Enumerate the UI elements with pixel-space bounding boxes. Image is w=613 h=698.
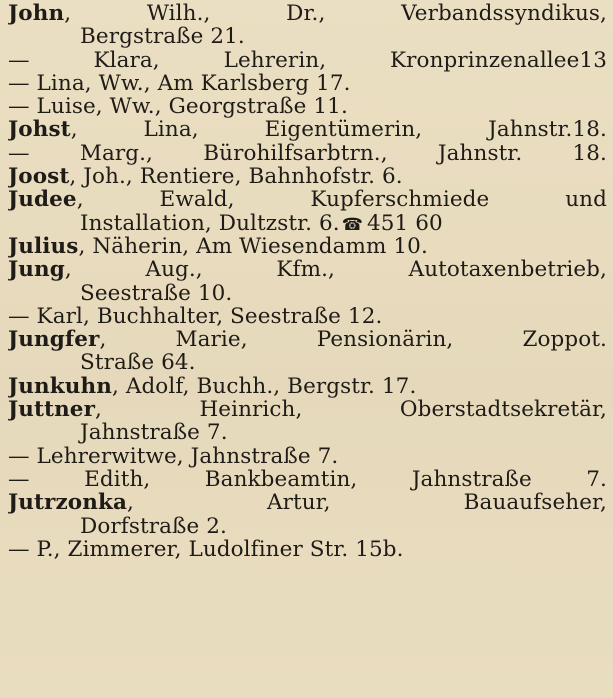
- entry-continuation-line: Jahnstraße 7.: [80, 421, 228, 445]
- entry-first-line: Jutrzonka, Artur, Bauaufseher,: [8, 491, 607, 515]
- entry-continuation-line: [8, 212, 607, 235]
- subentry-line: — Edith, Bankbeamtin, Jahnstraße 7.: [8, 467, 607, 492]
- entry-first-line: Jungfer, Marie, Pensionärin, Zoppot.: [8, 328, 607, 352]
- entry-continuation-line: Seestraße 10.: [80, 281, 233, 305]
- entry-continuation-line: Straße 64.: [80, 351, 196, 375]
- entry-first-line: John, Wilh., Dr., Verbandssyndikus,: [8, 2, 607, 26]
- entry-details: Adolf, Buchh., Bergstr. 17.: [125, 374, 417, 399]
- surname: Johst: [8, 118, 71, 142]
- entry-details: Lina, Eigentümerin, Jahnstr.18.: [143, 118, 607, 142]
- surname: Judee: [8, 188, 77, 212]
- surname: Junkuhn: [8, 374, 112, 399]
- entry-first-line: Junkuhn, Adolf, Buchh., Bergstr. 17.: [8, 374, 417, 399]
- entry-details: Artur, Bauaufseher,: [266, 491, 607, 515]
- directory-entry-jung: [8, 258, 607, 328]
- entry-details: Näherin, Am Wiesendamm 10.: [92, 234, 428, 259]
- entry-first-line: Juttner, Heinrich, Oberstadtsekretär,: [8, 398, 607, 422]
- surname: Jungfer: [8, 328, 100, 352]
- entry-continuation-line: Dorfstraße 2.: [80, 514, 227, 538]
- directory-entry-junkuhn: [8, 375, 607, 398]
- subentry-line: — Lehrerwitwe, Jahnstraße 7.: [8, 444, 339, 468]
- entry-details: Ewald, Kupferschmiede und: [159, 188, 607, 212]
- entry-details: Heinrich, Oberstadtsekretär,: [199, 398, 607, 422]
- surname: Juttner: [8, 398, 96, 422]
- entry-details: Wilh., Dr., Verbandssyndikus,: [146, 2, 607, 26]
- directory-entry-julius: [8, 235, 607, 258]
- entry-details: Joh., Rentiere, Bahnhofstr. 6.: [83, 165, 403, 189]
- entry-first-line: Joost, Joh., Rentiere, Bahnhofstr. 6.: [8, 165, 403, 189]
- surname: Jung: [8, 258, 65, 282]
- entry-first-line: Julius, Näherin, Am Wiesendamm 10.: [8, 234, 428, 259]
- directory-entry-juttner: [8, 398, 607, 491]
- surname: John: [8, 2, 65, 26]
- directory-entry-joost: [8, 165, 607, 188]
- entry-first-line: Judee, Ewald, Kupferschmiede und: [8, 188, 607, 212]
- directory-entry-jungfer: [8, 328, 607, 375]
- subentry-line: — Klara, Lehrerin, Kronprinzenallee13: [8, 48, 607, 72]
- directory-entry-john: [8, 2, 607, 118]
- surname: Jutrzonka: [8, 491, 127, 515]
- entry-details: Aug., Kfm., Autotaxenbetrieb,: [145, 258, 607, 282]
- directory-entry-johst: [8, 118, 607, 165]
- surname: Joost: [8, 165, 70, 189]
- subentry-line: — P., Zimmerer, Ludolfiner Str. 15b.: [8, 537, 404, 562]
- directory-entry-judee: [8, 188, 607, 235]
- subentry-line: — Marg., Bürohilfsarbtrn., Jahnstr. 18.: [8, 141, 607, 166]
- subentry-line: — Karl, Buchhalter, Seestraße 12.: [8, 304, 383, 329]
- entry-first-line: Jung, Aug., Kfm., Autotaxenbetrieb,: [8, 258, 607, 282]
- entry-details: Marie, Pensionärin, Zoppot.: [175, 328, 607, 352]
- entry-details: Installation, Dultzstr. 6.: [80, 211, 340, 235]
- entry-continuation-line: Bergstraße 21.: [80, 25, 245, 49]
- subentry-line: — Lina, Ww., Am Karlsberg 17.: [8, 71, 351, 96]
- surname: Julius: [8, 234, 79, 259]
- entry-first-line: Johst, Lina, Eigentümerin, Jahnstr.18.: [8, 118, 607, 142]
- telephone-icon: ☎: [341, 214, 363, 235]
- subentry-line: — Luise, Ww., Georgstraße 11.: [8, 95, 348, 119]
- phone-number: 451 60: [366, 211, 443, 235]
- directory-entry-jutrzonka: [8, 491, 607, 561]
